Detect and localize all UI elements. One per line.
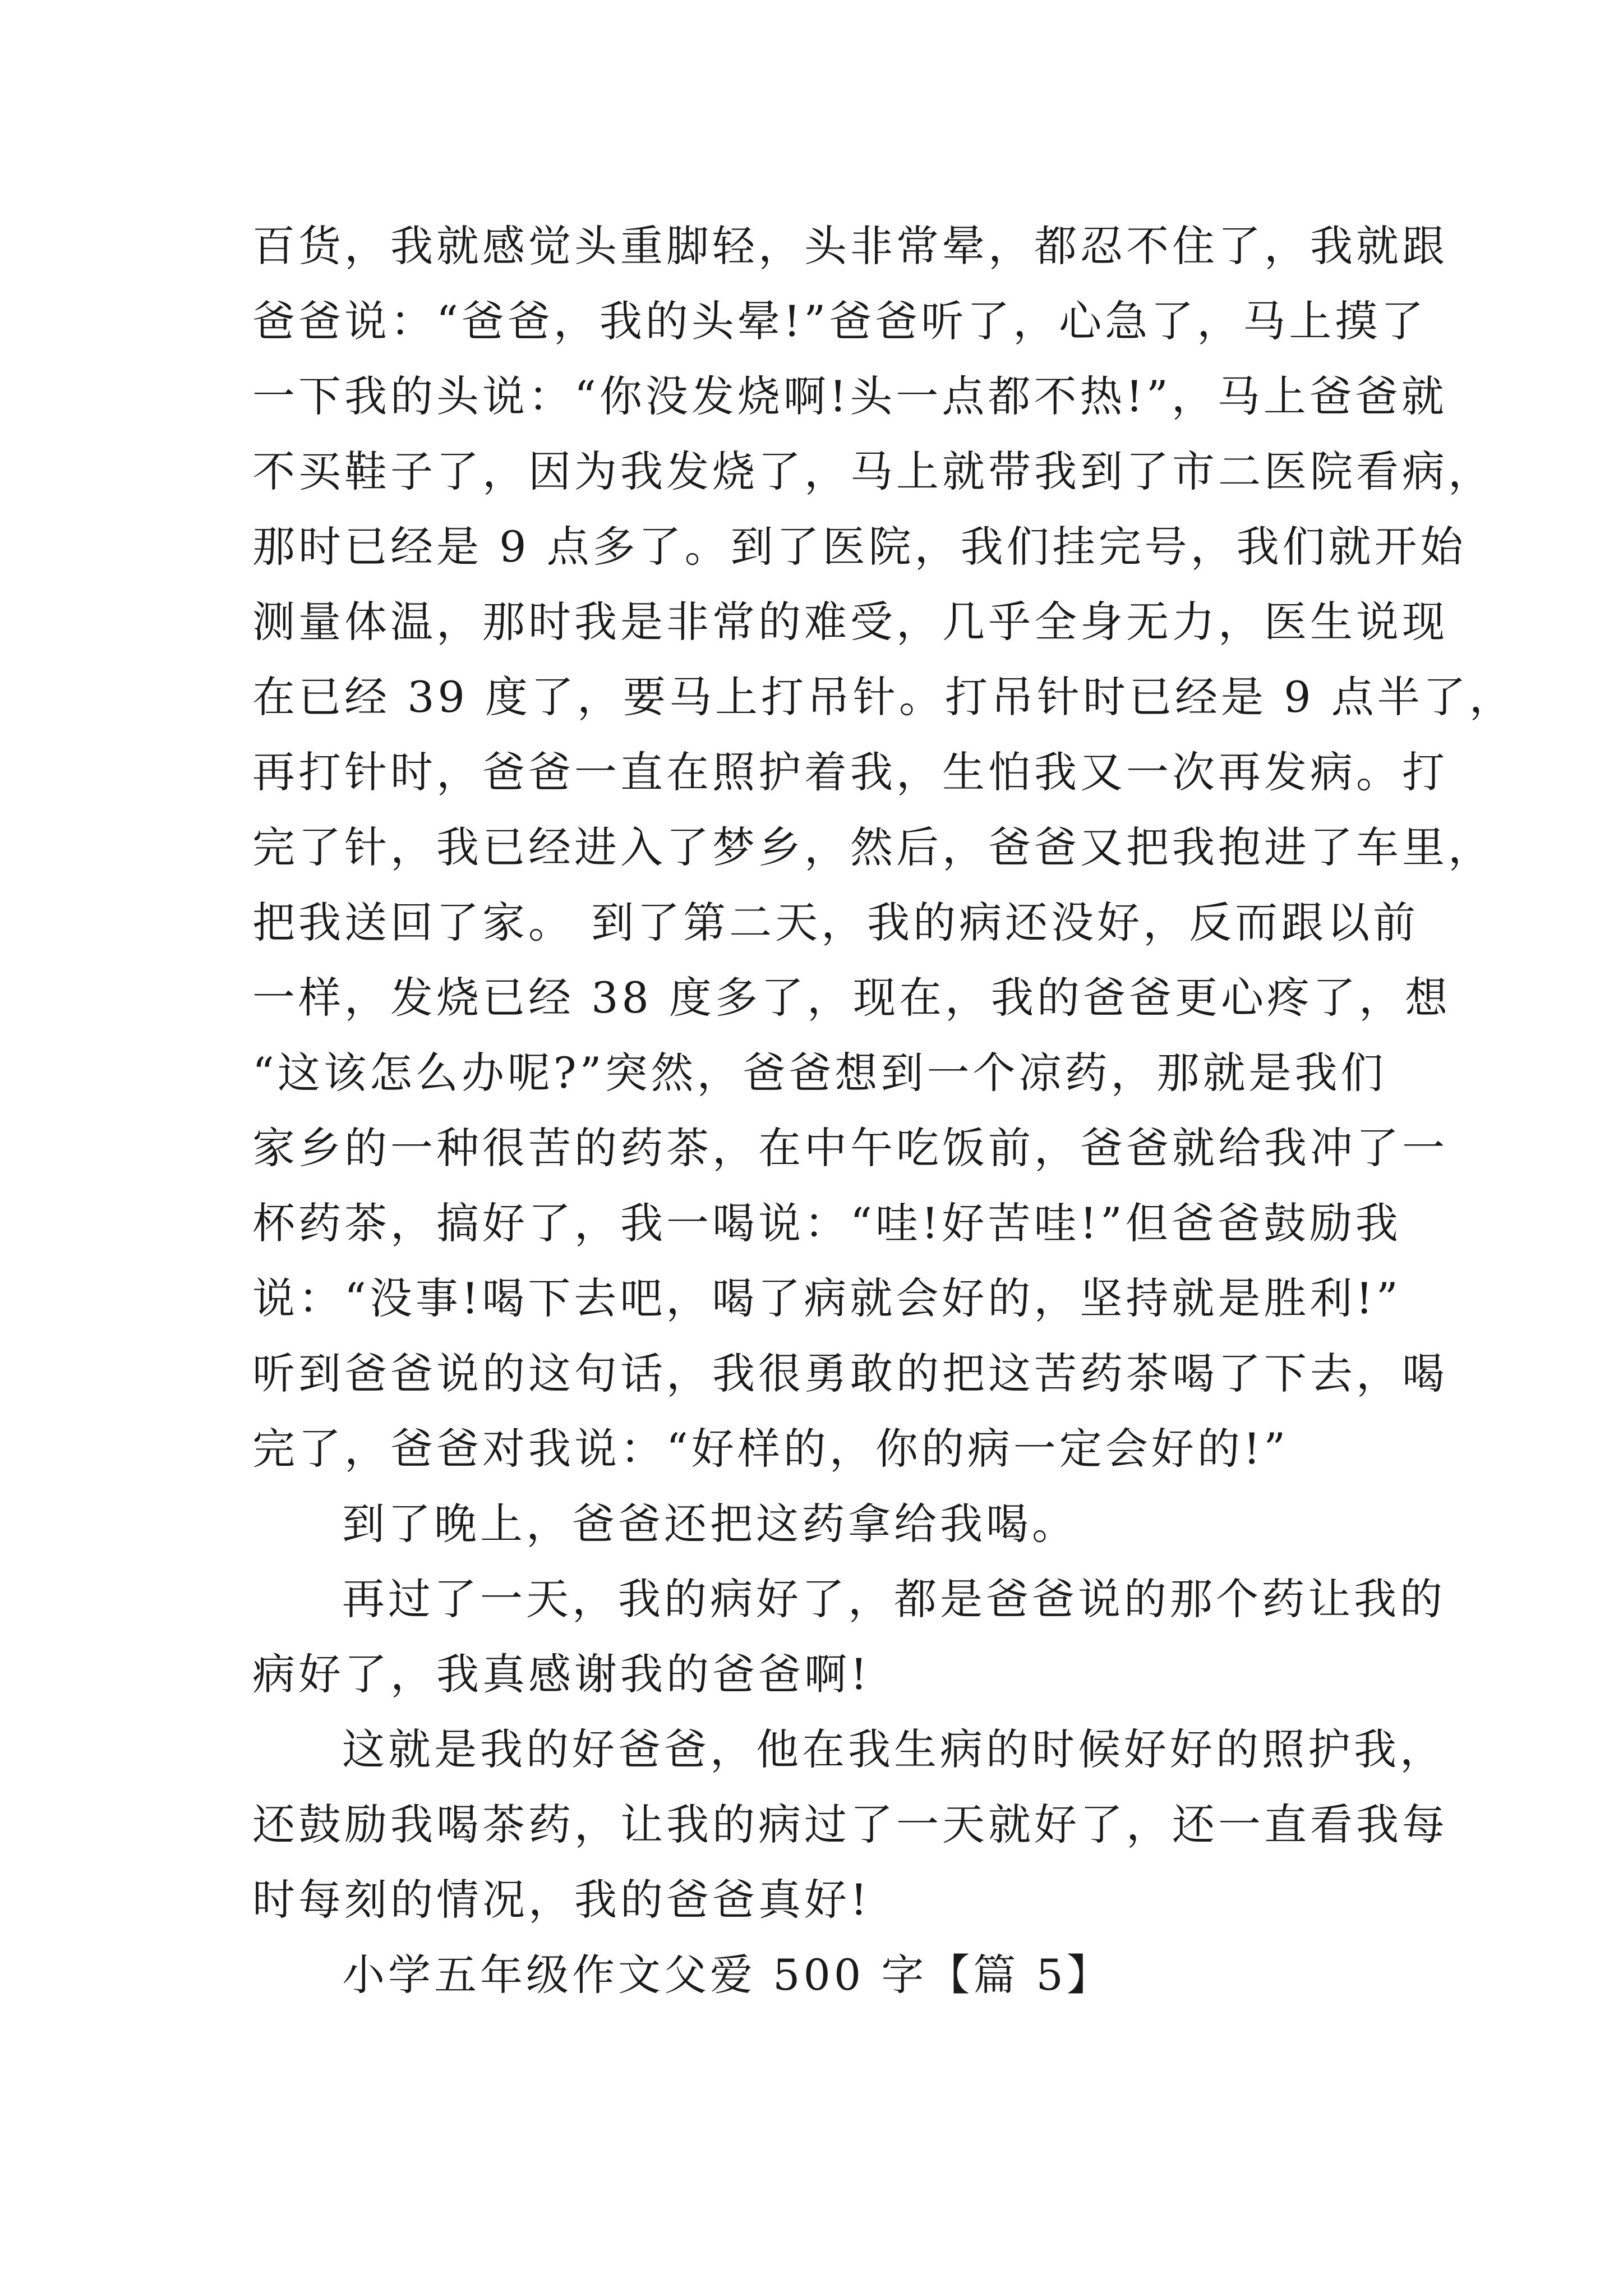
text-line: 把我送回了家。 到了第二天，我的病还没好，反而跟以前 [252,898,1419,947]
text-line: 爸爸说：“爸爸，我的头晕!”爸爸听了，心急了，马上摸了 [252,296,1427,346]
text-line: 时每刻的情况，我的爸爸真好! [252,1875,871,1925]
text-line: 那时已经是 9 点多了。到了医院，我们挂完号，我们就开始 [252,522,1467,572]
text-line: 测量体温，那时我是非常的难受，几乎全身无力，医生说现 [252,597,1448,647]
text-line: 在已经 39 度了，要马上打吊针。打吊针时已经是 9 点半了， [252,672,1515,722]
text-line: 还鼓励我喝茶药，让我的病过了一天就好了，还一直看我每 [252,1800,1448,1849]
text-line: 一下我的头说：“你没发烧啊!头一点都不热!”，马上爸爸就 [252,371,1447,421]
text-line: 百货，我就感觉头重脚轻，头非常晕，都忍不住了，我就跟 [252,221,1448,271]
text-line: 再打针时，爸爸一直在照护着我，生怕我又一次再发病。打 [252,747,1448,797]
text-line: 完了针，我已经进入了梦乡，然后，爸爸又把我抱进了车里， [252,822,1494,872]
text-line: 杯药茶，搞好了，我一喝说：“哇!好苦哇!”但爸爸鼓励我 [252,1198,1401,1248]
text-line: “这该怎么办呢?”突然，爸爸想到一个凉药，那就是我们 [252,1048,1387,1098]
paragraph-first-line: 这就是我的好爸爸，他在我生病的时候好好的照护我， [342,1724,1446,1774]
paragraph-first-line: 到了晚上，爸爸还把这药拿给我喝。 [342,1499,1078,1549]
text-line: 说：“没事!喝下去吧，喝了病就会好的，坚持就是胜利!” [252,1273,1401,1323]
section-heading: 小学五年级作文父爱 500 字【篇 5】 [342,1950,1113,2000]
text-line: 一样，发烧已经 38 度多了，现在，我的爸爸更心疼了，想 [252,973,1451,1023]
text-line: 病好了，我真感谢我的爸爸啊! [252,1649,871,1699]
text-line: 听到爸爸说的这句话，我很勇敢的把这苦药茶喝了下去，喝 [252,1349,1448,1398]
paragraph-first-line: 再过了一天，我的病好了，都是爸爸说的那个药让我的 [342,1574,1446,1624]
document-body [252,209,1515,2013]
text-line: 家乡的一种很苦的药茶，在中午吃饭前，爸爸就给我冲了一 [252,1123,1448,1173]
text-line: 不买鞋子了，因为我发烧了，马上就带我到了市二医院看病， [252,447,1494,496]
text-line: 完了，爸爸对我说：“好样的，你的病一定会好的!” [252,1424,1289,1474]
